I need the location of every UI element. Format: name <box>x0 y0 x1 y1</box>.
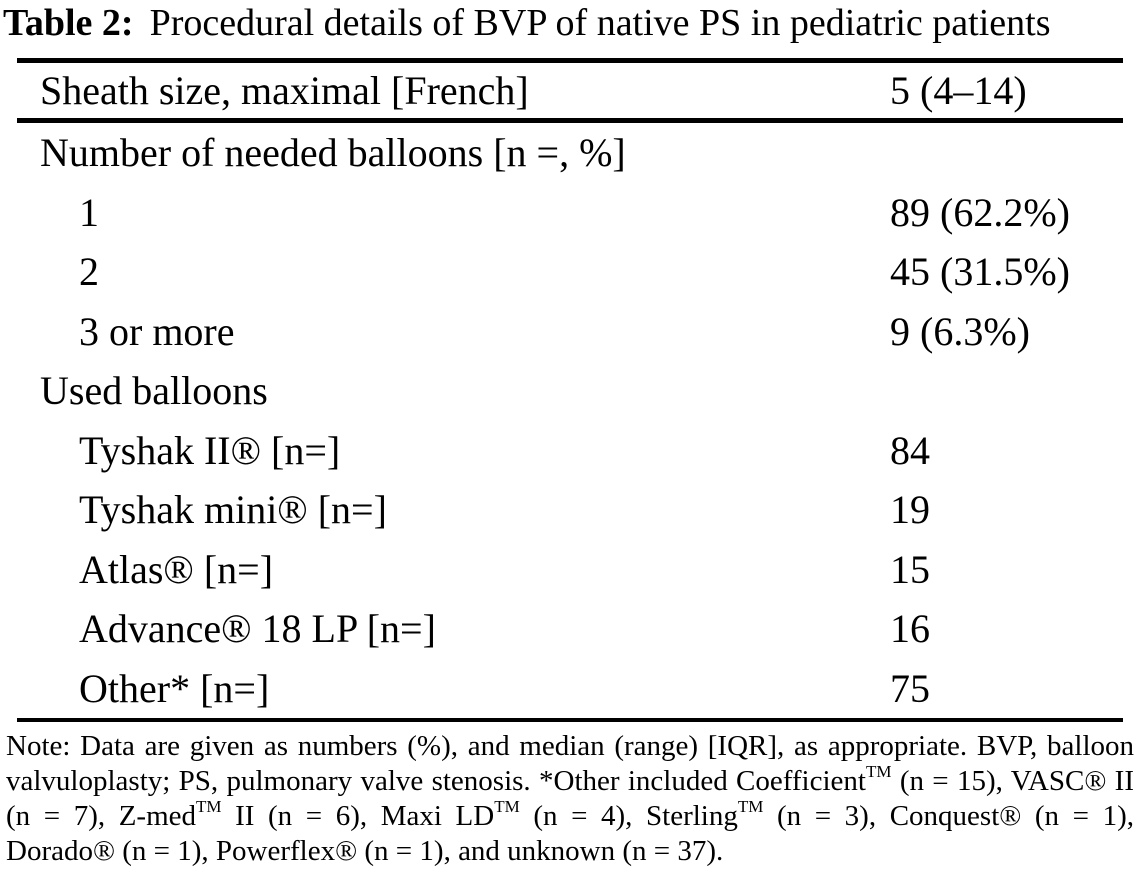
table-row <box>0 421 1142 481</box>
table-body <box>0 123 1142 718</box>
footnote-line <box>6 834 1134 869</box>
row-label: Sheath size, maximal [French] <box>40 68 529 113</box>
trademark-superscript: TM <box>737 797 764 816</box>
table-row <box>0 599 1142 659</box>
table-row <box>0 63 1142 118</box>
table-row <box>0 480 1142 540</box>
table-caption <box>3 1 1050 45</box>
table-row <box>0 123 1142 183</box>
row-label: Tyshak mini® [n=] <box>79 487 387 533</box>
row-value: 84 <box>890 427 930 473</box>
trademark-superscript: TM <box>494 797 520 816</box>
footnote-line <box>6 764 1134 799</box>
row-value: 16 <box>890 606 930 652</box>
row-label: Tyshak II® [n=] <box>79 427 341 473</box>
table-caption-number: Table 2: <box>3 2 134 44</box>
table-bottom-rule <box>17 718 1123 722</box>
row-value: 9 (6.3%) <box>890 308 1030 354</box>
table-caption-text: Procedural details of BVP of native PS in pediatric patients <box>149 2 1051 44</box>
table-row <box>0 361 1142 421</box>
row-value: 5 (4–14) <box>890 68 1027 113</box>
table-row <box>0 302 1142 362</box>
table-row <box>0 183 1142 243</box>
row-label: Used balloons <box>40 368 268 414</box>
row-label: Advance® 18 LP [n=] <box>79 606 436 652</box>
row-label: 2 <box>79 249 99 295</box>
footnote-text-segment: (n = 3), Conquest® (n = 1), <box>763 800 1134 832</box>
footnote-text-segment: (n = 7), Z-med <box>6 800 197 832</box>
table-row <box>0 540 1142 600</box>
row-value: 19 <box>890 487 930 533</box>
row-value: 45 (31.5%) <box>890 249 1070 295</box>
footnote-text-segment: valvuloplasty; PS, pulmonary valve stenosis. *Other included Coefficient <box>6 765 866 797</box>
row-value: 75 <box>890 665 930 711</box>
footnote-text-segment: Dorado® (n = 1), Powerflex® (n = 1), and unknown (n = 37). <box>6 835 724 867</box>
trademark-superscript: TM <box>865 762 892 781</box>
row-label: Number of needed balloons [n =, %] <box>40 130 626 176</box>
footnote-line <box>6 729 1134 764</box>
row-label: 3 or more <box>79 308 235 354</box>
table-row <box>0 242 1142 302</box>
footnote-text-segment: II (n = 6), Maxi LD <box>221 800 495 832</box>
table-row <box>0 659 1142 719</box>
trademark-superscript: TM <box>196 797 222 816</box>
row-value: 15 <box>890 546 930 592</box>
row-label: Atlas® [n=] <box>79 546 274 592</box>
row-label: 1 <box>79 189 99 235</box>
table-footnote <box>6 729 1134 869</box>
footnote-text-segment: Note: Data are given as numbers (%), and median (range) [IQR], as appropriate. BVP, balloon <box>6 730 1134 762</box>
footnote-line <box>6 799 1134 834</box>
row-label: Other* [n=] <box>79 665 270 711</box>
row-value: 89 (62.2%) <box>890 189 1070 235</box>
footnote-text-segment: (n = 15), VASC® II <box>891 765 1134 797</box>
footnote-text-segment: (n = 4), Sterling <box>519 800 738 832</box>
